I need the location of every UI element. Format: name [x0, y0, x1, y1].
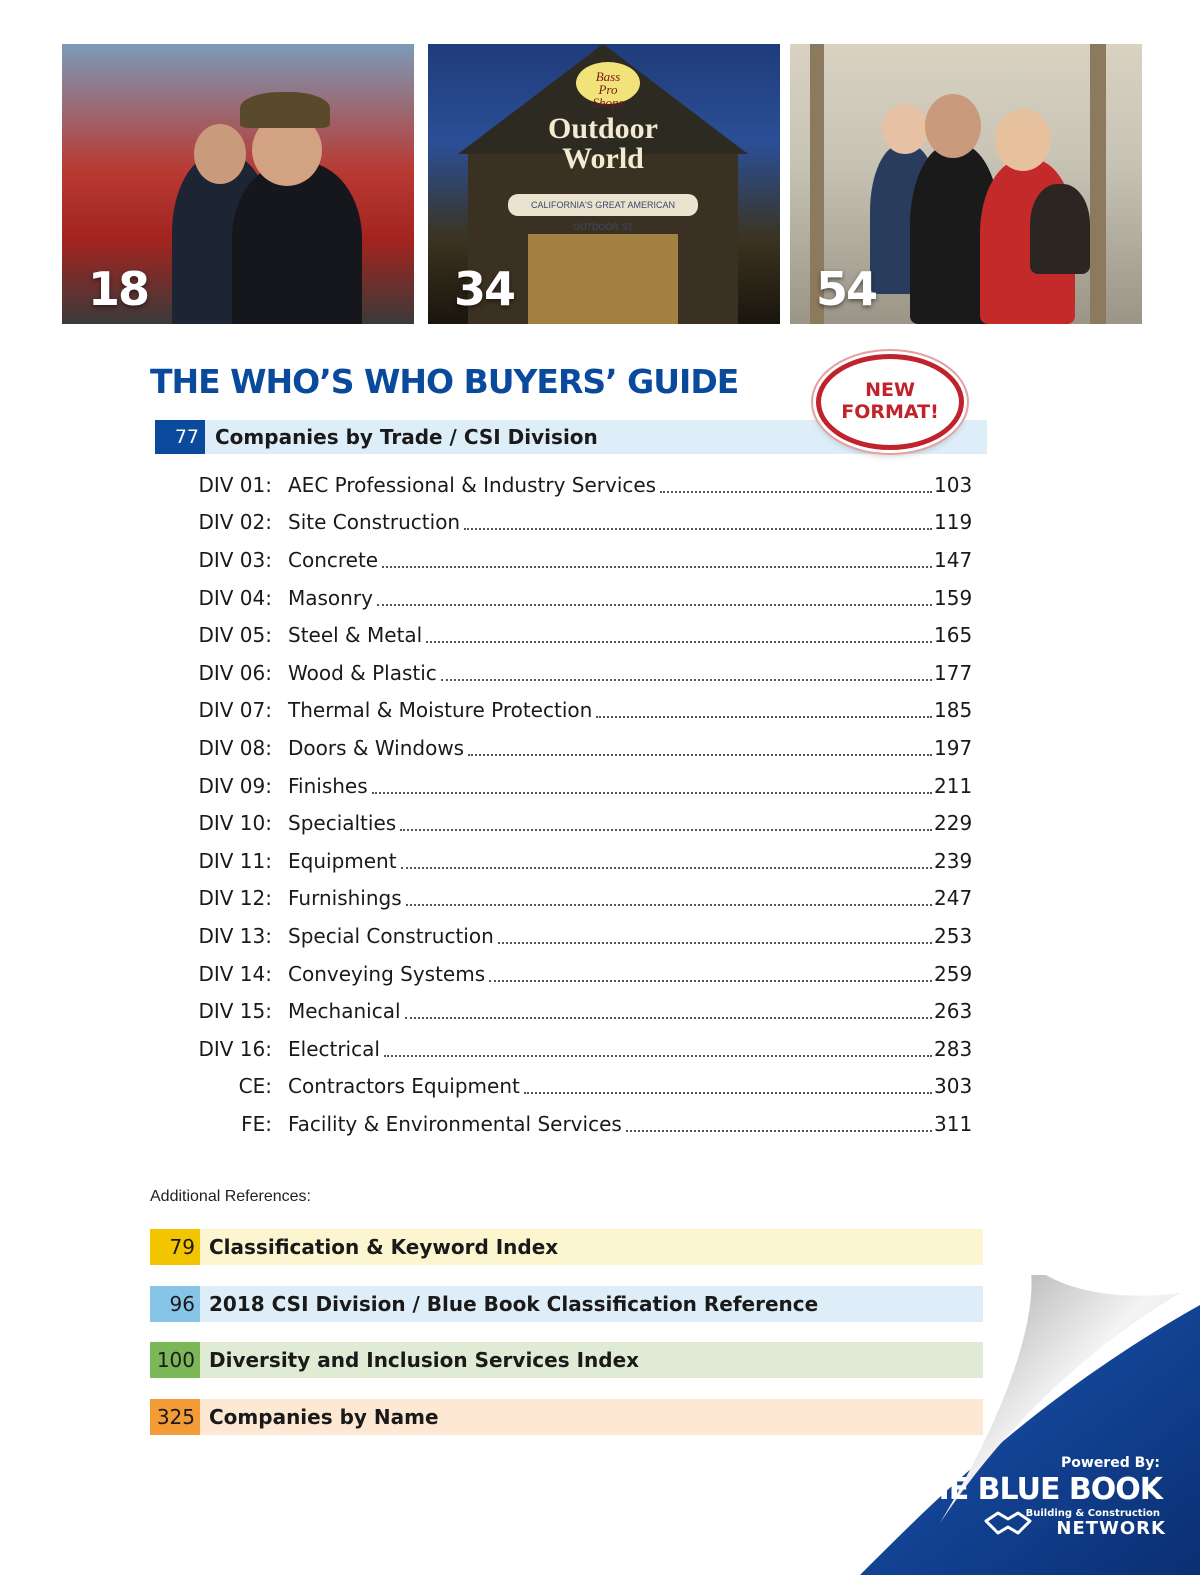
toc-page-number: 259	[934, 961, 973, 986]
reference-page-number: 96	[150, 1286, 200, 1322]
toc-division-code: FE:	[241, 1111, 272, 1136]
toc-division-name: Doors & Windows	[288, 735, 465, 760]
toc-division-code: DIV 03:	[198, 547, 272, 572]
toc-division-name: AEC Professional & Industry Services	[288, 472, 657, 497]
logo-text-line: Pro	[598, 82, 618, 97]
toc-leader-dots	[384, 1055, 932, 1057]
toc-leader-dots	[372, 792, 932, 794]
toc-row[interactable]	[150, 992, 973, 1030]
toc-leader-dots	[626, 1130, 932, 1132]
bass-pro-logo	[576, 62, 640, 110]
toc-row[interactable]	[150, 804, 973, 842]
toc-division-name: Finishes	[288, 773, 368, 798]
store-sign	[518, 114, 688, 174]
store-sign-line: Outdoor	[547, 112, 658, 145]
toc-page-number: 283	[934, 1036, 973, 1061]
child-head	[882, 104, 928, 154]
toc-division-name: Thermal & Moisture Protection	[288, 698, 593, 723]
toc-page-number: 147	[934, 547, 973, 572]
reference-label: Diversity and Inclusion Services Index	[209, 1348, 640, 1372]
toc-row[interactable]	[150, 880, 973, 918]
toc-page-number: 177	[934, 660, 973, 685]
toc-division-code: DIV 06:	[198, 660, 272, 685]
badge-line: FORMAT!	[841, 401, 939, 423]
toc-leader-dots	[660, 491, 932, 493]
blue-book-logo-text: THE BLUE BOOK	[905, 1472, 1162, 1507]
store-entrance-lights	[528, 234, 678, 324]
toc-division-code: DIV 01:	[198, 472, 272, 497]
toc-row[interactable]	[150, 1030, 973, 1068]
toc-division-name: Special Construction	[288, 923, 494, 948]
feature-page-number[interactable]: 18	[88, 262, 149, 316]
reference-label: Classification & Keyword Index	[209, 1235, 559, 1259]
toc-division-name: Facility & Environmental Services	[288, 1111, 622, 1136]
toc-row[interactable]	[150, 541, 973, 579]
photo-outdoor-world	[428, 44, 780, 324]
baby-figure	[1030, 184, 1090, 274]
toc-page-number: 119	[934, 510, 973, 535]
store-banner: CALIFORNIA'S GREAT AMERICAN OUTDOOR ST	[508, 194, 698, 216]
toc-division-name: Wood & Plastic	[288, 660, 437, 685]
toc-leader-dots	[382, 566, 932, 568]
toc-division-name: Specialties	[288, 811, 397, 836]
toc-page-number: 103	[934, 472, 973, 497]
toc-page-number: 211	[934, 773, 973, 798]
person-head	[194, 124, 246, 184]
page-title: THE WHO’S WHO BUYERS’ GUIDE	[150, 362, 739, 401]
toc-page-number: 253	[934, 923, 973, 948]
toc-division-name: Contractors Equipment	[288, 1074, 520, 1099]
feature-page-number[interactable]: 34	[454, 262, 515, 316]
reference-page-number: 79	[150, 1229, 200, 1265]
toc-division-code: DIV 13:	[198, 923, 272, 948]
photo-family	[790, 44, 1142, 324]
reference-classification-index[interactable]	[150, 1229, 983, 1265]
blue-book-subtitle: Building & Construction	[1025, 1508, 1160, 1519]
toc-row[interactable]	[150, 842, 973, 880]
toc-leader-dots	[524, 1092, 932, 1094]
toc-leader-dots	[596, 716, 932, 718]
store-sign-line: World	[562, 142, 644, 175]
toc-division-name: Concrete	[288, 547, 379, 572]
tree-trunk	[1090, 44, 1106, 324]
network-label: NETWORK	[1056, 1518, 1166, 1539]
toc-division-code: DIV 02:	[198, 510, 272, 535]
toc-row[interactable]	[150, 692, 973, 730]
toc-page-number: 311	[934, 1111, 973, 1136]
feature-page-number[interactable]: 54	[816, 262, 877, 316]
woman-head	[995, 109, 1051, 171]
toc-division-code: DIV 14:	[198, 961, 272, 986]
toc-page-number: 239	[934, 848, 973, 873]
section-page-number: 77	[155, 420, 205, 454]
helmet-shape	[240, 92, 330, 128]
toc-row[interactable]	[150, 955, 973, 993]
blue-book-corner	[820, 1275, 1200, 1575]
toc-row[interactable]	[150, 1105, 973, 1143]
toc-division-code: DIV 09:	[198, 773, 272, 798]
toc-leader-dots	[441, 679, 932, 681]
person-figure	[232, 162, 362, 324]
toc-leader-dots	[468, 754, 932, 756]
man-head	[925, 94, 981, 158]
toc-leader-dots	[377, 604, 932, 606]
toc-division-code: DIV 15:	[198, 999, 272, 1024]
toc-page-number: 197	[934, 735, 973, 760]
toc-division-code: DIV 12:	[198, 886, 272, 911]
photo-firefighters	[62, 44, 414, 324]
toc-division-code: DIV 07:	[198, 698, 272, 723]
toc-leader-dots	[498, 942, 932, 944]
toc-division-name: Mechanical	[288, 999, 401, 1024]
badge-line: NEW	[865, 379, 915, 401]
toc-page-number: 303	[934, 1074, 973, 1099]
toc-page-number: 229	[934, 811, 973, 836]
toc-leader-dots	[489, 980, 932, 982]
toc-row[interactable]	[150, 767, 973, 805]
toc-row[interactable]	[150, 729, 973, 767]
toc-row[interactable]	[150, 616, 973, 654]
toc-page-number: 159	[934, 585, 973, 610]
toc-page-number: 165	[934, 623, 973, 648]
reference-label: Companies by Name	[209, 1405, 439, 1429]
toc-leader-dots	[464, 528, 932, 530]
toc-division-code: DIV 08:	[198, 735, 272, 760]
toc-row[interactable]	[150, 579, 973, 617]
toc-row[interactable]	[150, 917, 973, 955]
toc-page-number: 185	[934, 698, 973, 723]
toc-leader-dots	[400, 829, 932, 831]
toc-division-code: DIV 16:	[198, 1036, 272, 1061]
toc-leader-dots	[401, 867, 932, 869]
logo-text-line: Shops	[592, 95, 624, 110]
toc-division-name: Conveying Systems	[288, 961, 486, 986]
toc-leader-dots	[426, 641, 932, 643]
toc-row[interactable]	[150, 504, 973, 542]
toc-division-code: DIV 11:	[198, 848, 272, 873]
toc-list	[150, 466, 973, 1143]
reference-page-number: 325	[150, 1399, 200, 1435]
toc-division-name: Steel & Metal	[288, 623, 423, 648]
reference-label: 2018 CSI Division / Blue Book Classification Reference	[209, 1292, 819, 1316]
toc-row[interactable]	[150, 1068, 973, 1106]
additional-references-label: Additional References:	[150, 1188, 311, 1205]
toc-division-name: Site Construction	[288, 510, 461, 535]
toc-page-number: 263	[934, 999, 973, 1024]
toc-division-name: Furnishings	[288, 886, 402, 911]
toc-row[interactable]	[150, 654, 973, 692]
logo-text-line: Bass	[595, 69, 621, 84]
toc-division-code: DIV 10:	[198, 811, 272, 836]
toc-row[interactable]	[150, 466, 973, 504]
toc-division-name: Masonry	[288, 585, 373, 610]
toc-leader-dots	[405, 1017, 932, 1019]
handshake-icon	[984, 1507, 1032, 1537]
new-format-badge	[816, 354, 964, 450]
toc-division-code: CE:	[238, 1074, 272, 1099]
toc-page-number: 247	[934, 886, 973, 911]
toc-division-code: DIV 04:	[198, 585, 272, 610]
toc-division-code: DIV 05:	[198, 623, 272, 648]
reference-page-number: 100	[150, 1342, 200, 1378]
powered-by-label: Powered By:	[1061, 1455, 1160, 1471]
toc-division-name: Equipment	[288, 848, 397, 873]
toc-division-name: Electrical	[288, 1036, 380, 1061]
toc-leader-dots	[406, 904, 932, 906]
section-label: Companies by Trade / CSI Division	[215, 425, 598, 449]
